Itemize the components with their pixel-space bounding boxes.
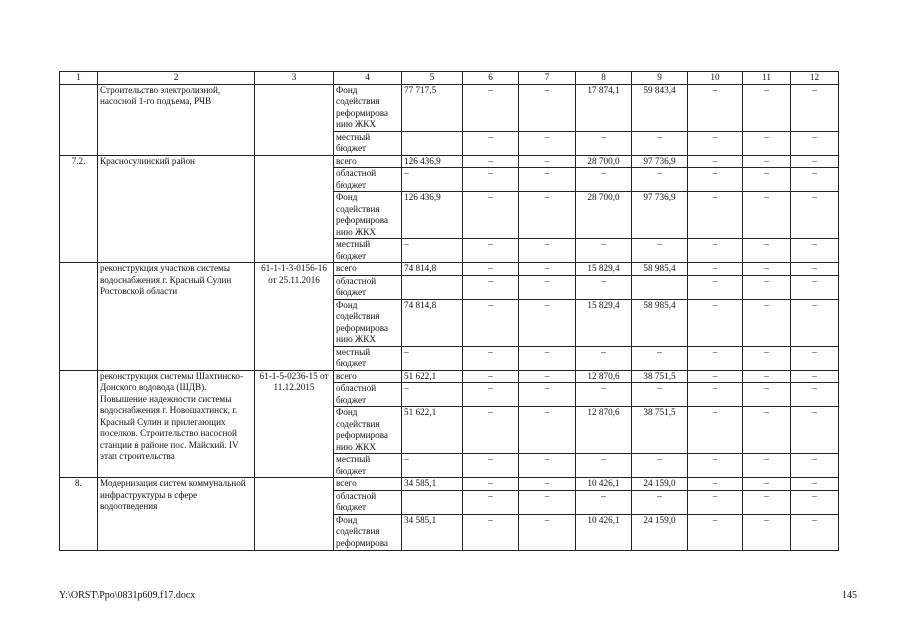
value-cell: – [791,168,839,192]
value-cell: – [688,514,743,550]
value-cell: 15 829,4 [576,263,632,276]
funding-source: Фонд содействия реформирова нию ЖКХ [334,407,402,454]
value-cell [402,490,463,514]
value-cell: – [791,131,839,155]
value-cell [402,275,463,299]
value-cell: 51 622,1 [402,407,463,454]
item-number: 7.2. [60,155,98,263]
value-cell: – [791,454,839,478]
funding-source: областной бюджет [334,383,402,407]
value-cell: 10 426,1 [576,478,632,491]
value-cell: – [791,84,839,131]
value-cell: – [688,84,743,131]
column-number: 12 [791,72,839,85]
value-cell: – [743,192,791,239]
value-cell: – [791,239,839,263]
funding-source: Фонд содействия реформирова нию ЖКХ [334,192,402,239]
value-cell: – [402,168,463,192]
value-cell: – [463,263,519,276]
value-cell: – [791,383,839,407]
value-cell: – [519,407,576,454]
value-cell: – [402,239,463,263]
item-number: 8. [60,478,98,551]
value-cell: – [463,407,519,454]
value-cell: – [791,407,839,454]
item-name: реконструкция системы Шахтинско-Донского водовода (ШДВ). Повышение надежности системы водоснабжения г. Новошахтинск, г. Красный Сулин и прилегающих поселков. Строительство насосной станции в районе пос. Майский. IV этап строительства [98,370,255,478]
value-cell [402,131,463,155]
value-cell: – [519,155,576,168]
column-number: 6 [463,72,519,85]
value-cell: – [688,299,743,346]
item-name: Красносулинский район [98,155,255,263]
value-cell: – [519,84,576,131]
value-cell: – [791,490,839,514]
value-cell: – [576,275,632,299]
value-cell: – [743,490,791,514]
value-cell: – [791,155,839,168]
value-cell: – [519,514,576,550]
value-cell: – [743,168,791,192]
value-cell: – [519,299,576,346]
value-cell: – [463,192,519,239]
funding-source: областной бюджет [334,490,402,514]
value-cell: – [463,168,519,192]
value-cell: – [688,263,743,276]
value-cell: – [743,155,791,168]
value-cell: – [576,454,632,478]
funding-source: местный бюджет [334,346,402,370]
value-cell: – [519,263,576,276]
budget-table [59,71,839,551]
value-cell: 17 874,1 [576,84,632,131]
funding-source: всего [334,370,402,383]
value-cell: – [688,346,743,370]
item-name: реконструкция участков системы водоснабжения г. Красный Сулин Ростовской области [98,263,255,371]
value-cell: – [688,239,743,263]
value-cell: – [519,131,576,155]
value-cell: 38 751,5 [632,370,688,383]
value-cell: – [743,299,791,346]
funding-source: областной бюджет [334,168,402,192]
value-cell: 28 700,0 [576,192,632,239]
value-cell: – [688,275,743,299]
value-cell: – [743,239,791,263]
value-cell: – [688,454,743,478]
value-cell: – [519,239,576,263]
value-cell: – [519,192,576,239]
item-number [60,263,98,371]
document-code: 61-1-1-3-0156-16 от 25.11.2016 [255,263,334,371]
value-cell: – [632,346,688,370]
value-cell: – [519,383,576,407]
funding-source: областной бюджет [334,275,402,299]
funding-source: Фонд содействия реформирова [334,514,402,550]
value-cell: – [463,131,519,155]
value-cell: – [791,346,839,370]
value-cell: – [576,490,632,514]
value-cell: – [688,478,743,491]
table-row [60,263,839,276]
value-cell: – [791,299,839,346]
value-cell: – [463,478,519,491]
value-cell: 24 159,0 [632,478,688,491]
value-cell: – [688,383,743,407]
value-cell: – [688,168,743,192]
value-cell: – [688,370,743,383]
value-cell: – [632,383,688,407]
value-cell: – [688,155,743,168]
value-cell: – [743,383,791,407]
value-cell: 58 985,4 [632,299,688,346]
value-cell: 34 585,1 [402,478,463,491]
page-number: 145 [842,590,857,601]
value-cell: – [632,131,688,155]
column-number: 5 [402,72,463,85]
value-cell: – [743,407,791,454]
document-code [255,155,334,263]
value-cell [632,275,688,299]
value-cell: 10 426,1 [576,514,632,550]
value-cell: – [576,168,632,192]
table-row [60,84,839,131]
item-number [60,84,98,155]
document-code [255,84,334,155]
value-cell: – [519,454,576,478]
funding-source: всего [334,478,402,491]
value-cell: – [463,370,519,383]
value-cell: – [743,346,791,370]
item-number [60,370,98,478]
value-cell: 58 985,4 [632,263,688,276]
value-cell: – [463,299,519,346]
value-cell: – [688,192,743,239]
funding-source: Фонд содействия реформирова нию ЖКХ [334,299,402,346]
document-code: 61-1-5-0236-15 от 11.12.2015 [255,370,334,478]
value-cell: – [463,346,519,370]
value-cell: – [463,454,519,478]
value-cell: – [791,514,839,550]
value-cell: – [576,346,632,370]
column-number: 3 [255,72,334,85]
value-cell: – [463,383,519,407]
value-cell: 12 870,6 [576,370,632,383]
column-number: 9 [632,72,688,85]
funding-source: местный бюджет [334,131,402,155]
funding-source: Фонд содействия реформирова нию ЖКХ [334,84,402,131]
value-cell: 15 829,4 [576,299,632,346]
value-cell: – [791,370,839,383]
value-cell: – [743,454,791,478]
value-cell: – [632,454,688,478]
value-cell: 12 870,6 [576,407,632,454]
value-cell: – [743,275,791,299]
value-cell: – [402,454,463,478]
value-cell: – [519,370,576,383]
column-number: 8 [576,72,632,85]
value-cell: 74 814,8 [402,299,463,346]
value-cell: – [688,131,743,155]
value-cell: – [632,168,688,192]
value-cell: – [791,192,839,239]
value-cell: 74 814,8 [402,263,463,276]
value-cell: 28 700,0 [576,155,632,168]
table-row [60,155,839,168]
value-cell: – [463,275,519,299]
funding-source: всего [334,263,402,276]
column-number: 7 [519,72,576,85]
funding-source: местный бюджет [334,454,402,478]
value-cell: – [688,407,743,454]
value-cell: 77 717,5 [402,84,463,131]
value-cell: – [791,275,839,299]
table-row [60,478,839,491]
item-name: Модернизация систем коммунальной инфраструктуры в сфере водоотведения [98,478,255,551]
value-cell: – [791,263,839,276]
item-name: Строительство электролизной, насосной 1-го подъема, РЧВ [98,84,255,155]
document-code [255,478,334,551]
value-cell: – [463,514,519,550]
value-cell: – [688,490,743,514]
value-cell: – [743,478,791,491]
value-cell: – [791,478,839,491]
value-cell: – [632,239,688,263]
value-cell: 51 622,1 [402,370,463,383]
header-row [60,72,839,85]
value-cell: – [519,346,576,370]
file-path: Y:\ORST\Ppo\0831p609.f17.docx [59,590,196,601]
value-cell: 126 436,9 [402,192,463,239]
value-cell: – [743,131,791,155]
value-cell: 97 736,9 [632,155,688,168]
column-number: 11 [743,72,791,85]
value-cell: – [463,239,519,263]
value-cell: – [743,514,791,550]
value-cell: 24 159,0 [632,514,688,550]
value-cell: – [743,263,791,276]
value-cell: – [463,84,519,131]
funding-source: всего [334,155,402,168]
value-cell: – [743,84,791,131]
table-row [60,370,839,383]
value-cell: – [463,490,519,514]
column-number: 10 [688,72,743,85]
value-cell: 97 736,9 [632,192,688,239]
value-cell: – [632,490,688,514]
value-cell: – [519,478,576,491]
value-cell: – [519,275,576,299]
value-cell: – [402,346,463,370]
value-cell: 38 751,5 [632,407,688,454]
value-cell: – [519,168,576,192]
value-cell: – [402,383,463,407]
column-number: 4 [334,72,402,85]
value-cell: 126 436,9 [402,155,463,168]
value-cell: – [519,490,576,514]
value-cell: – [743,370,791,383]
value-cell: – [576,131,632,155]
value-cell: – [576,239,632,263]
value-cell: – [463,155,519,168]
column-number: 2 [98,72,255,85]
column-number: 1 [60,72,98,85]
funding-source: местный бюджет [334,239,402,263]
value-cell: 59 843,4 [632,84,688,131]
value-cell: – [576,383,632,407]
value-cell: 34 585,1 [402,514,463,550]
